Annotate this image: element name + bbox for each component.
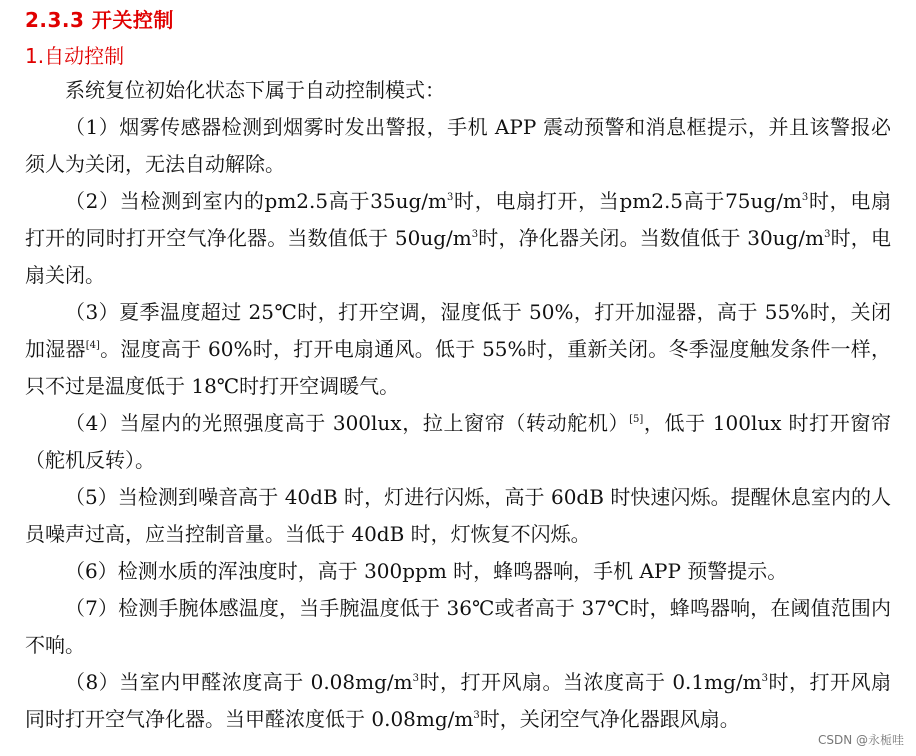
intro-paragraph: 系统复位初始化状态下属于自动控制模式： [65, 78, 445, 102]
superscript: 3 [471, 229, 479, 240]
item-4-text: （4）当屋内的光照强度高于 300lux，拉上窗帘（转动舵机） [65, 411, 630, 435]
item-2-text: （2）当检测到室内的pm2.5高于35ug/m [65, 189, 447, 213]
item-8-text: （8）当室内甲醛浓度高于 0.08mg/m [65, 670, 413, 694]
item-4-text: ，低于 100lux 时打开窗帘（舵机反转）。 [25, 411, 891, 472]
item-4-paragraph [25, 405, 891, 479]
item-2-text: 时，电扇打开的同时打开空气净化器。当数值低于 50ug/m [25, 189, 891, 250]
item-8-paragraph [25, 664, 891, 738]
superscript: 3 [824, 229, 831, 240]
superscript: 3 [761, 673, 768, 684]
watermark: CSDN @永栀哇 [817, 733, 904, 747]
superscript: 3 [473, 710, 480, 721]
item-2-paragraph [25, 183, 891, 294]
item-1-paragraph: （1）烟雾传感器检测到烟雾时发出警报，手机 APP 震动预警和消息框提示，并且该警报必须人为关闭，无法自动解除。 [25, 115, 891, 176]
item-8-text: 时，关闭空气净化器跟风扇。 [479, 707, 740, 731]
subsection-heading: 1.自动控制 [25, 44, 125, 68]
item-3-text: （3）夏季温度超过 25℃时，打开空调，湿度低于 50%，打开加湿器，高于 55%时，关闭加湿器 [25, 300, 891, 361]
item-6-paragraph: （6）检测水质的浑浊度时，高于 300ppm 时，蜂鸣器响，手机 APP 预警提示。 [65, 559, 788, 583]
item-8-text: 时，打开风扇。当浓度高于 0.1mg/m [418, 670, 762, 694]
citation-ref: [5] [629, 414, 644, 425]
item-7-paragraph: （7）检测手腕体感温度，当手腕温度低于 36℃或者高于 37℃时，蜂鸣器响，在阈值范围内不响。 [25, 596, 891, 657]
superscript: 3 [801, 192, 809, 203]
item-3-paragraph [25, 294, 891, 405]
citation-ref: [4] [85, 340, 100, 351]
item-2-text: 时，净化器关闭。当数值低于 30ug/m [478, 226, 825, 250]
superscript: 3 [412, 673, 419, 684]
section-heading: 2.3.3 开关控制 [25, 8, 174, 32]
item-8-text: 时，打开风扇同时打开空气净化器。当甲醛浓度低于 0.08mg/m [25, 670, 892, 731]
document-body [25, 72, 891, 738]
item-2-text: 时，电扇打开，当pm2.5高于75ug/m [453, 189, 802, 213]
item-2-text: 时，电扇关闭。 [25, 226, 891, 287]
item-5-paragraph: （5）当检测到噪音高于 40dB 时，灯进行闪烁，高于 60dB 时快速闪烁。提醒休息室内的人员噪声过高，应当控制音量。当低于 40dB 时，灯恢复不闪烁。 [25, 485, 891, 546]
item-3-text: 。湿度高于 60%时，打开电扇通风。低于 55%时，重新关闭。冬季湿度触发条件一样，只不过是温度低于 18℃时打开空调暖气。 [25, 337, 891, 398]
superscript: 3 [446, 192, 454, 203]
